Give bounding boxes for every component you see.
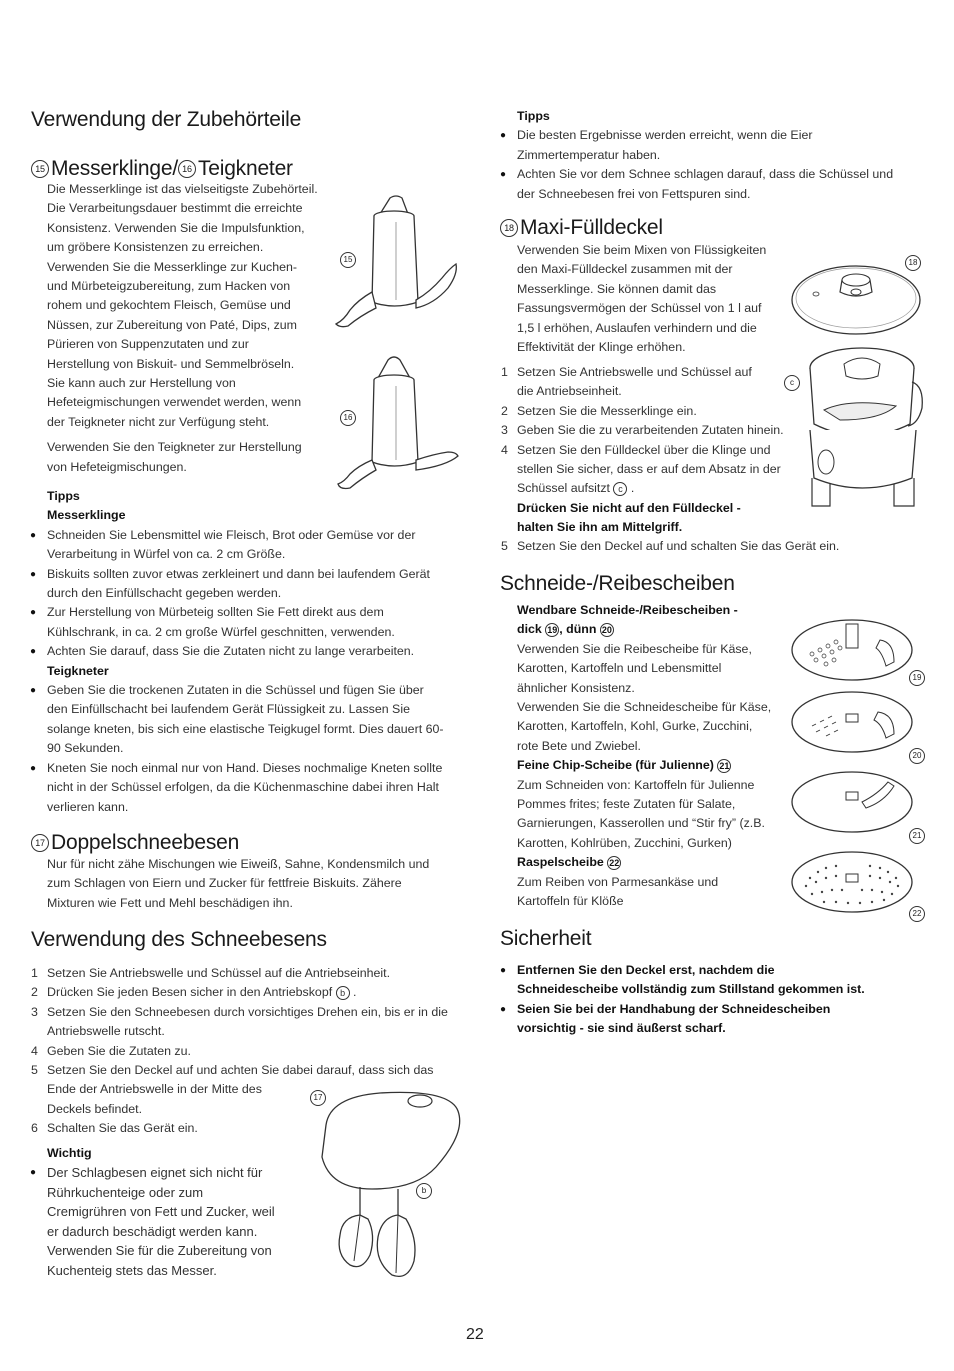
bullet-item: ● Schneiden Sie Lebensmittel wie Fleisch, Brot oder Gemüse vor der Verarbeitung in Würfel von ca. 2 cm Größe. xyxy=(31,526,461,565)
text-line: Pürieren von Suppenzutaten und zur xyxy=(47,337,249,352)
tips-subheading: Teigkneter xyxy=(47,663,109,678)
figure-label-20: 20 xyxy=(909,748,925,764)
step-item: 4 Geben Sie die Zutaten zu. xyxy=(31,1043,191,1058)
warning-block xyxy=(31,1144,321,1280)
step-item: 6 Schalten Sie das Gerät ein. xyxy=(31,1121,198,1136)
figure-label-c: c xyxy=(784,375,800,391)
text-line: Verwenden Sie die Messerklinge zur Kuchen- xyxy=(47,259,298,274)
bullet-item: ● Biskuits sollten zuvor etwas zerkleinert und dann bei laufendem Gerät durch den Einfüllschacht gegeben werden. xyxy=(31,565,461,604)
whisk-description: Nur für nicht zähe Mischungen wie Eiweiß, Sahne, Kondensmilch und zum Schlagen von Eiern und Zucker für fettfreie Biskuits. Zähere Mixturen wie Fett und Mehl beschädigen ihn. xyxy=(47,857,430,910)
disc-heading: Feine Chip-Scheibe (für Julienne) 21 xyxy=(517,758,730,773)
step-item: 3 Geben Sie die zu verarbeitenden Zutaten hinein. xyxy=(501,423,784,438)
figure-label-19: 19 xyxy=(909,670,925,686)
number-badge: 17 xyxy=(31,834,49,852)
figure-label-17: 17 xyxy=(310,1090,326,1106)
tips-heading: Tipps xyxy=(47,489,80,503)
warning-heading: Wichtig xyxy=(47,1146,92,1160)
text-line: der Teigkneter nicht zur Verfügung steht. xyxy=(47,414,270,429)
bullet-item: ● Die besten Ergebnisse werden erreicht, wenn die Eier Zimmertemperatur haben. xyxy=(501,126,921,165)
section-heading-schneebesen: Verwendung des Schneebesens xyxy=(31,928,327,951)
safety-block xyxy=(501,961,931,1039)
slicing-disc-illustration xyxy=(790,688,920,758)
tips-subheading: Messerklinge xyxy=(47,508,126,523)
lid-step-5 xyxy=(501,537,921,556)
step-item: 1 Setzen Sie Antriebswelle und Schüssel auf die Antriebseinheit. xyxy=(501,365,752,399)
section-heading-sicherheit: Sicherheit xyxy=(500,927,592,950)
number-badge: 15 xyxy=(31,160,49,178)
lid-steps xyxy=(501,363,801,538)
step-item: 4 Setzen Sie den Fülldeckel über die Klinge und stellen Sie sicher, dass er auf dem Absatz in der Schüssel aufsitzt c . Drücken Sie nicht auf den Fülldeckel - halten Sie ihn am Mittelgriff. xyxy=(501,442,781,535)
chip-disc-illustration xyxy=(790,768,920,838)
text-line: Die Messerklinge ist das vielseitigste Zubehörteil. xyxy=(47,182,318,196)
text-line: Konsistenz. Verwenden Sie die Impulsfunktion, xyxy=(47,220,305,235)
figure-label-16: 16 xyxy=(340,410,356,426)
step-item: 2 Drücken Sie jeden Besen sicher in den Antriebskopf b . xyxy=(31,985,357,1000)
tips-whisk-block xyxy=(501,107,921,204)
text-line: und Mürbeteigzubereitung, zum Hacken von xyxy=(47,279,291,294)
dough-tool-illustration xyxy=(330,352,460,502)
number-badge: 16 xyxy=(178,160,196,178)
heading-text: Messerklinge/ xyxy=(51,157,178,180)
section-heading-15-16 xyxy=(31,157,293,180)
bullet-item: ● Entfernen Sie den Deckel erst, nachdem die Schneidescheibe vollständig zum Stillstand gekommen ist. xyxy=(501,961,931,1000)
bullet-item: ● Der Schlagbesen eignet sich nicht für Rührkuchenteige oder zum Cremigrühren von Fett und Zucker, weil er dadurch beschädigt werden kann. Verwenden Sie für die Zubereitung von Kuchenteig stets das Messer. xyxy=(31,1163,321,1280)
bullet-item: ● Seien Sie bei der Handhabung der Schneidescheiben vorsichtig - sie sind äußerst scharf. xyxy=(501,1000,931,1039)
heading-text: Teigkneter xyxy=(197,157,293,180)
figure-label-22: 22 xyxy=(909,906,925,922)
step-item: 2 Setzen Sie die Messerklinge ein. xyxy=(501,403,697,418)
text-line: um gröbere Konsistenzen zu erreichen. xyxy=(47,240,264,255)
lid-description: Verwenden Sie beim Mixen von Flüssigkeiten den Maxi-Fülldeckel zusammen mit der Messerklinge. Sie können damit das Fassungsvermögen der Schüssel von 1 l auf 1,5 l erhöhen, Auslaufen verhindern und die Effektivität der Klinge erhöhen. xyxy=(517,243,767,355)
text-line: Hefeteigmischungen verwendet werden, wenn xyxy=(47,395,302,410)
food-processor-illustration xyxy=(800,338,930,513)
page-number: 22 xyxy=(466,1326,484,1343)
figure-label-15: 15 xyxy=(340,252,356,268)
grating-disc-thick-illustration xyxy=(790,614,920,684)
bullet-item: ● Zur Herstellung von Mürbeteig sollten Sie Fett direkt aus dem Kühlschrank, in ca. 2 cm große Würfel geschnitten, verwenden. xyxy=(31,603,461,642)
disc-heading: Raspelscheibe 22 xyxy=(517,855,620,870)
section-heading-17 xyxy=(31,831,239,854)
text-line: Die Verarbeitungsdauer bestimmt die erreichte xyxy=(47,201,303,216)
step-item: 1 Setzen Sie Antriebswelle und Schüssel auf die Antriebseinheit. xyxy=(31,966,391,980)
discs-description: Wendbare Schneide-/Reibescheiben - dick 19 , dünn 20 Verwenden Sie die Reibescheibe für Käse, Karotten, Kartoffeln und Lebensmittel ähnlicher Konsistenz. Verwenden Sie die Schneidescheibe für Käse, Karotten, Kartoffeln, Kohl, Gurke, Zucchini, rote Bete und Zwiebel. Feine Chip-Scheibe (für Julienne) 21 Zum Schneiden von: Kartoffeln für Julienne Pommes frites; feste Zutaten für Salate, Garnierungen, Kasserollen und “Stir fry” (z.B. Karotten, Kohlrüben, Zucchini, Gurken) Raspelscheibe 22 Zum Reiben von Parmesankäse und Kartoffeln für Klöße xyxy=(517,601,792,912)
bullet-item: ● Achten Sie darauf, dass Sie die Zutaten nicht zu lange verarbeiten. xyxy=(31,642,461,661)
section-heading-18 xyxy=(500,216,663,239)
heading-text: Doppelschneebesen xyxy=(51,831,240,854)
bullet-item: ● Geben Sie die trockenen Zutaten in die Schüssel und fügen Sie über den Einfüllschacht bei laufendem Gerät Flüssigkeit zu. Lassen Sie solange kneten, bis sich eine elastische Teigkugel formt. Dies dauert 60- 90 Sekunden. xyxy=(31,681,461,759)
main-heading: Verwendung der Zubehörteile xyxy=(31,108,302,131)
disc-heading: Wendbare Schneide-/Reibescheiben - xyxy=(517,603,738,617)
text-line: Sie kann auch zur Herstellung von xyxy=(47,376,236,391)
text-line: rohem und gekochtem Fleisch, Gemüse und xyxy=(47,298,291,313)
bullet-item: ● Achten Sie vor dem Schnee schlagen darauf, dass die Schüssel und der Schneebesen frei von Fettspuren sind. xyxy=(501,165,921,204)
step-item: 3 Setzen Sie den Schneebesen durch vorsichtiges Drehen ein, bis er in die Antriebswelle rutscht. xyxy=(31,1004,448,1039)
tips-block xyxy=(31,487,461,817)
text-line: Verwenden Sie den Teigkneter zur Herstellung xyxy=(47,440,302,455)
figure-label-b: b xyxy=(416,1183,432,1199)
bullet-item: ● Kneten Sie noch einmal nur von Hand. Dieses nochmalige Kneten sollte nicht in der Schüssel erfolgen, da die Küchenmaschine dabei ihren Halt verlieren kann. xyxy=(31,759,461,817)
number-badge: 18 xyxy=(500,219,518,237)
text-line: von Hefeteigmischungen. xyxy=(47,459,187,474)
heading-text: Maxi-Fülldeckel xyxy=(520,216,663,239)
text-line: Nüssen, zur Zubereitung von Paté, Dips, zum xyxy=(47,317,297,332)
disc-heading: dick 19 , dünn 20 xyxy=(517,622,612,637)
figure-label-21: 21 xyxy=(909,828,925,844)
step-item: 5 Setzen Sie den Deckel auf und schalten Sie das Gerät ein. xyxy=(501,539,840,553)
figure-label-18: 18 xyxy=(905,255,921,271)
section-heading-schneide: Schneide-/Reibescheiben xyxy=(500,572,735,595)
step-item: 5 Setzen Sie den Deckel auf und achten Sie dabei darauf, dass sich das Ende der Antriebswelle in der Mitte des Deckels befindet. xyxy=(31,1063,434,1116)
tips-heading: Tipps xyxy=(517,109,550,123)
grating-disc-fine-illustration xyxy=(790,848,920,918)
twin-whisk-illustration xyxy=(310,1085,470,1285)
intro-paragraph xyxy=(47,180,337,477)
text-line: Herstellung von Biskuit- und Semmelbröseln. xyxy=(47,356,295,371)
